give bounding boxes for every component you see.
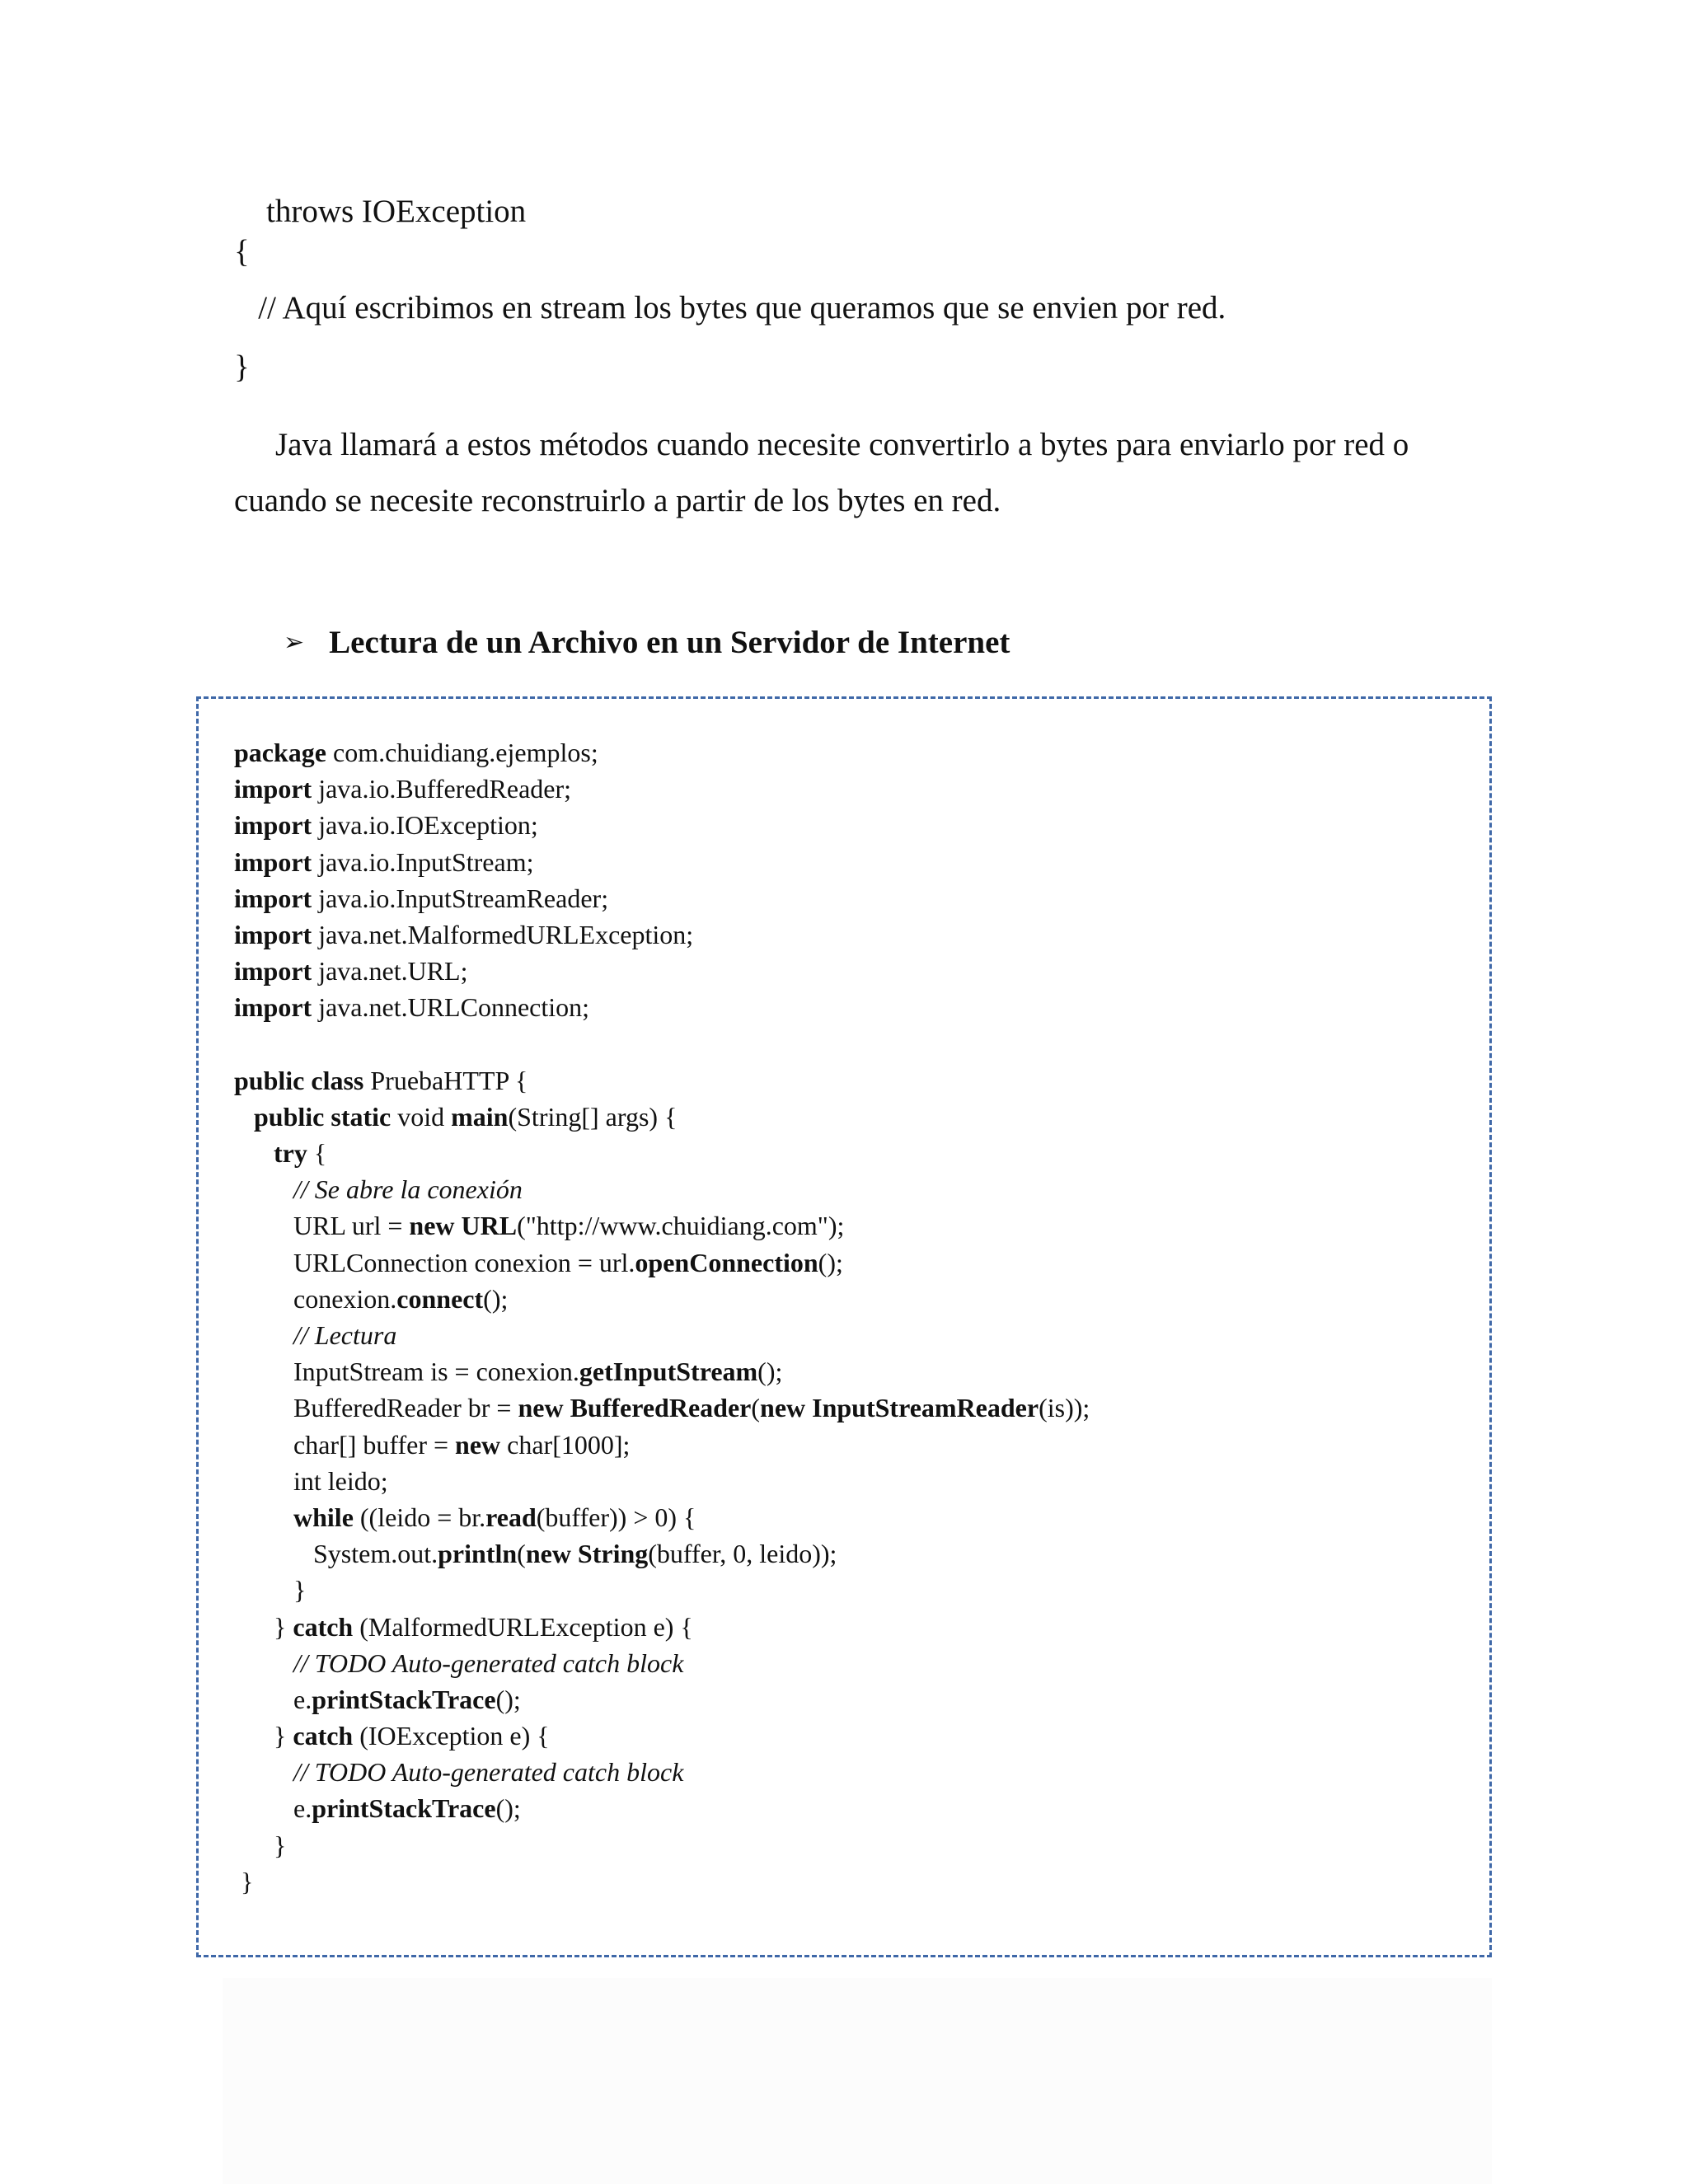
code-text: {	[307, 1138, 327, 1169]
code-text: java.net.MalformedURLException;	[312, 919, 694, 949]
code-line	[234, 1281, 1090, 1317]
code-keyword: import	[234, 919, 312, 949]
code-keyword: public class	[234, 1065, 364, 1095]
code-text	[234, 1174, 293, 1204]
code-text	[234, 1102, 254, 1132]
code-text: URL url =	[234, 1211, 410, 1241]
comment-line: // Aquí escribimos en stream los bytes que queramos que se envien por red.	[234, 290, 1226, 326]
code-text: java.net.URLConnection;	[312, 992, 590, 1023]
code-line	[234, 1609, 1090, 1645]
code-text: e.	[234, 1793, 312, 1824]
code-text	[234, 1138, 274, 1168]
code-text: java.io.InputStream;	[312, 846, 534, 877]
code-text: (is));	[1039, 1393, 1090, 1423]
code-listing	[234, 734, 1090, 1900]
code-line	[234, 880, 1090, 916]
code-text	[234, 1320, 293, 1350]
code-text: e.	[234, 1684, 312, 1714]
code-text: (	[751, 1393, 761, 1423]
code-keyword: catch	[293, 1721, 354, 1751]
code-keyword: openConnection	[635, 1247, 818, 1277]
arrow-bullet-icon: ➢	[284, 628, 305, 657]
code-keyword: import	[234, 992, 312, 1023]
code-line	[234, 1499, 1090, 1535]
code-line	[234, 1062, 1090, 1099]
code-text: }	[234, 1830, 287, 1860]
code-text: }	[234, 1721, 293, 1751]
code-comment: // Lectura	[293, 1320, 397, 1350]
code-keyword: new InputStreamReader	[760, 1393, 1039, 1423]
throws-line: throws IOException	[234, 194, 527, 229]
code-text: }	[234, 1575, 307, 1605]
code-line	[234, 1244, 1090, 1281]
code-text	[234, 1757, 293, 1787]
section-heading	[284, 624, 1010, 661]
code-comment: // TODO Auto-generated catch block	[293, 1757, 684, 1788]
code-line	[234, 1863, 1090, 1900]
code-text: conexion.	[234, 1283, 397, 1314]
code-line	[234, 1535, 1090, 1572]
code-keyword: main	[451, 1101, 509, 1132]
code-line	[234, 1681, 1090, 1718]
code-text: java.io.BufferedReader;	[312, 774, 572, 804]
code-line	[234, 1353, 1090, 1390]
code-keyword: getInputStream	[579, 1357, 758, 1387]
open-brace: {	[234, 234, 250, 269]
code-text: int leido;	[234, 1465, 388, 1496]
code-keyword: package	[234, 738, 326, 767]
code-line	[234, 844, 1090, 880]
code-keyword: new String	[525, 1539, 649, 1569]
code-text: (buffer)) > 0) {	[536, 1502, 696, 1532]
code-text: ();	[495, 1793, 521, 1824]
code-line	[234, 1572, 1090, 1608]
code-line	[234, 1427, 1090, 1463]
code-comment: // TODO Auto-generated catch block	[293, 1647, 684, 1678]
code-text: System.out.	[234, 1539, 438, 1569]
code-text: ("http://www.chuidiang.com");	[517, 1211, 845, 1241]
section-heading-text: Lectura de un Archivo en un Servidor de Internet	[329, 625, 1010, 660]
code-keyword: new URL	[409, 1211, 518, 1241]
code-line	[234, 1171, 1090, 1207]
code-text: (buffer, 0, leido));	[648, 1539, 837, 1569]
code-text: (IOException e) {	[353, 1721, 550, 1751]
code-text: }	[234, 1611, 293, 1642]
code-text	[234, 1648, 293, 1678]
code-line	[234, 771, 1090, 807]
code-line	[234, 1754, 1090, 1790]
code-keyword: printStackTrace	[312, 1793, 496, 1824]
code-line	[234, 1135, 1090, 1171]
code-text: ((leido = br.	[353, 1502, 486, 1532]
code-line	[234, 807, 1090, 843]
code-text: (MalformedURLException e) {	[353, 1611, 693, 1642]
code-text	[234, 1502, 293, 1532]
code-text: void	[391, 1101, 452, 1132]
code-line	[234, 1827, 1090, 1863]
code-text: java.io.IOException;	[312, 810, 538, 841]
code-keyword: printStackTrace	[312, 1684, 496, 1714]
code-keyword: println	[438, 1539, 518, 1569]
code-text: ();	[757, 1357, 783, 1387]
code-line	[234, 1390, 1090, 1426]
code-keyword: catch	[293, 1611, 354, 1642]
code-text: (	[517, 1539, 526, 1569]
code-line	[234, 734, 1090, 771]
code-line	[234, 916, 1090, 953]
code-keyword: read	[485, 1502, 537, 1532]
code-keyword: try	[274, 1138, 307, 1169]
code-keyword: while	[293, 1502, 354, 1532]
code-line	[234, 1026, 1090, 1062]
code-text: java.io.InputStreamReader;	[312, 883, 609, 913]
code-line	[234, 1645, 1090, 1681]
code-text: }	[234, 1866, 254, 1896]
code-text: char[] buffer =	[234, 1429, 456, 1460]
code-keyword: import	[234, 810, 312, 841]
code-text: ();	[483, 1283, 509, 1314]
code-keyword: import	[234, 956, 312, 987]
code-keyword: new	[455, 1429, 501, 1460]
code-text: ();	[495, 1684, 521, 1714]
code-keyword: public static	[254, 1101, 392, 1132]
code-text: PruebaHTTP {	[363, 1065, 528, 1095]
code-keyword: import	[234, 883, 312, 913]
code-line	[234, 1207, 1090, 1244]
code-keyword: connect	[396, 1283, 484, 1314]
code-text: java.net.URL;	[312, 956, 468, 987]
code-line	[234, 1790, 1090, 1826]
code-text: BufferedReader br =	[234, 1393, 518, 1423]
code-line	[234, 1099, 1090, 1135]
page-shade	[223, 1978, 1492, 2184]
code-text: URLConnection conexion = url.	[234, 1247, 635, 1277]
code-line	[234, 989, 1090, 1025]
code-text: InputStream is = conexion.	[234, 1357, 579, 1387]
close-brace: }	[234, 349, 250, 385]
code-text: ();	[818, 1247, 843, 1277]
code-text: char[1000];	[500, 1429, 631, 1460]
code-keyword: import	[234, 774, 312, 804]
code-line	[234, 1718, 1090, 1754]
code-comment: // Se abre la conexión	[293, 1174, 523, 1205]
code-text: com.chuidiang.ejemplos;	[326, 738, 598, 767]
code-keyword: new BufferedReader	[518, 1393, 752, 1423]
code-line	[234, 1463, 1090, 1499]
code-line	[234, 1317, 1090, 1353]
code-keyword: import	[234, 846, 312, 877]
code-text: (String[] args) {	[508, 1101, 678, 1132]
explanation-paragraph: Java llamará a estos métodos cuando necesite convertirlo a bytes para enviarlo por red o cuando se necesite reconstruirlo a partir de los bytes en red.	[234, 427, 1409, 518]
code-line	[234, 953, 1090, 989]
